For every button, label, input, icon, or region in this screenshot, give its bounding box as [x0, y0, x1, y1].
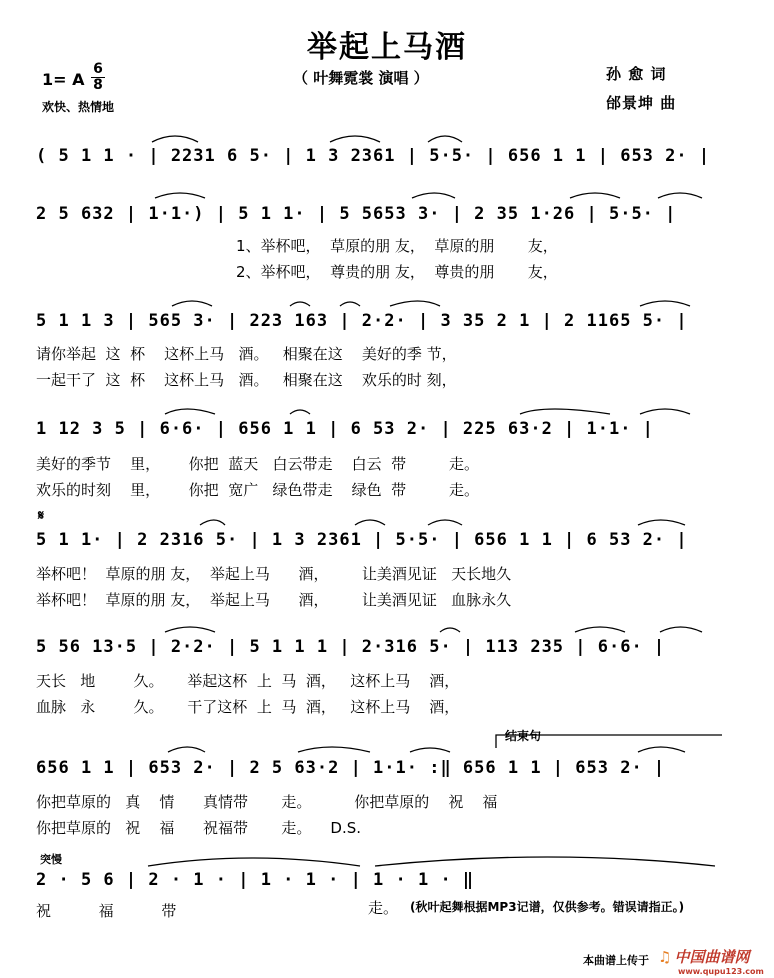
upload-caption: 本曲谱上传于	[583, 954, 649, 967]
lyric-line-verse2-d: 举杯吧！ 草原的朋 友， 举起上马 酒， 让美酒见证 血脉永久	[36, 591, 512, 609]
lyric-line-final: 祝 福 带	[36, 902, 177, 920]
slur	[658, 193, 702, 198]
lyric-line-verse1-b: 请你举起 这 杯 这杯上马 酒。 相聚在这 美好的季 节，	[36, 345, 457, 363]
slur	[375, 857, 715, 866]
key-signature: 1= A	[42, 70, 85, 89]
slur	[412, 193, 455, 198]
lyric-line-verse1-c: 美好的季节 里， 你把 蓝天 白云带走 白云 带 走。	[36, 455, 480, 473]
time-signature-bottom: 8	[93, 77, 103, 93]
slur	[155, 193, 205, 198]
slur	[638, 747, 685, 752]
score-line-4: 1 12 3 5 | 6·6· | 656 1 1 | 6 53 2· | 225 63·2 | 1·1· |	[36, 419, 654, 439]
slur	[148, 858, 360, 866]
score-line-5: 5 1 1· | 2 2316 5· | 1 3 2361 | 5·5· | 656 1 1 | 6 53 2· |	[36, 530, 688, 550]
slur	[330, 136, 380, 142]
slur	[390, 301, 440, 306]
slur	[410, 748, 450, 752]
slow-marking: 突慢	[40, 853, 62, 866]
score-line-8: 2 · 5 6 | 2 · 1 · | 1 · 1 · | 1 · 1 · ‖	[36, 870, 475, 890]
score-line-6: 5 56 13·5 | 2·2· | 5 1 1 1 | 2·316 5· | 113 235 | 6·6· |	[36, 637, 666, 657]
lyricist: 孙 愈 词	[606, 65, 667, 83]
song-title: 举起上马酒	[307, 30, 467, 65]
score-line-7: 656 1 1 | 653 2· | 2 5 63·2 | 1·1· :‖ 656 1 1 | 653 2· |	[36, 758, 666, 778]
slur	[340, 302, 360, 306]
final-lyric: 走。	[368, 899, 399, 917]
score-line-2: 2 5 632 | 1·1·) | 5 1 1· | 5 5653 3· | 2 35 1·26 | 5·5· |	[36, 204, 677, 224]
tempo-marking: 欢快、热情地	[42, 100, 115, 114]
score-line-1: ( 5 1 1 · | 2231 6 5· | 1 3 2361 | 5·5· | 656 1 1 | 653 2· |	[36, 146, 711, 166]
slur	[165, 627, 215, 632]
slur	[355, 520, 385, 525]
slur	[200, 520, 225, 525]
site-logo[interactable]	[658, 946, 764, 976]
site-name: 中国曲谱网	[674, 948, 750, 966]
slur	[168, 747, 205, 752]
lyric-line-verse1-e: 天长 地 久。 举起这杯 上 马 酒， 这杯上马 酒，	[36, 672, 460, 690]
lyric-line-verse1-d: 举杯吧！ 草原的朋 友， 举起上马 酒， 让美酒见证 天长地久	[36, 565, 512, 583]
score-line-3: 5 1 1 3 | 565 3· | 223 163 | 2·2· | 3 35 2 1 | 2 1165 5· |	[36, 311, 688, 331]
music-note-icon: ♫	[658, 948, 672, 966]
lyric-line-verse2-e: 血脉 永 久。 干了这杯 上 马 酒， 这杯上马 酒，	[36, 698, 460, 716]
lyric-line-verse2-b: 一起干了 这 杯 这杯上马 酒。 相聚在这 欢乐的时 刻，	[36, 371, 457, 389]
lyric-line-verse1-f: 你把草原的 真 情 真情带 走。 你把草原的 祝 福	[36, 793, 498, 811]
slur	[290, 302, 310, 306]
site-url: www.qupu123.com	[678, 967, 764, 976]
performer: （ 叶舞霓裳 演唱 ）	[293, 69, 429, 87]
transcription-note: (秋叶起舞根据MP3记谱，仅供参考。错误请指正。)	[410, 900, 685, 914]
slur	[520, 409, 610, 414]
slur	[638, 520, 685, 525]
ending-bracket	[496, 735, 722, 748]
lyric-line-verse2-f: 你把草原的 祝 福 祝福带 走。 D.S.	[36, 819, 362, 837]
slur	[640, 301, 690, 306]
slur	[640, 409, 690, 414]
lyric-line-verse2-c: 欢乐的时刻 里， 你把 宽广 绿色带走 绿色 带 走。	[36, 481, 480, 499]
slur	[290, 410, 310, 414]
composer: 邰景坤 曲	[606, 94, 677, 112]
slur	[428, 520, 462, 525]
lyric-line-verse1-a: 1、举杯吧， 草原的朋 友， 草原的朋 友，	[236, 237, 558, 255]
slur	[660, 627, 702, 632]
slur	[575, 627, 625, 632]
time-signature-top: 6	[93, 61, 103, 77]
segno-sign: 𝄋	[38, 508, 45, 524]
slur	[152, 136, 198, 142]
slur	[428, 136, 462, 142]
slur	[172, 301, 212, 306]
slur	[440, 628, 460, 632]
slur	[165, 409, 215, 414]
ending-label: 结束句	[505, 729, 542, 743]
lyric-line-verse2-a: 2、举杯吧， 尊贵的朋 友， 尊贵的朋 友，	[236, 263, 558, 281]
slur	[570, 193, 620, 198]
slur	[298, 747, 370, 752]
